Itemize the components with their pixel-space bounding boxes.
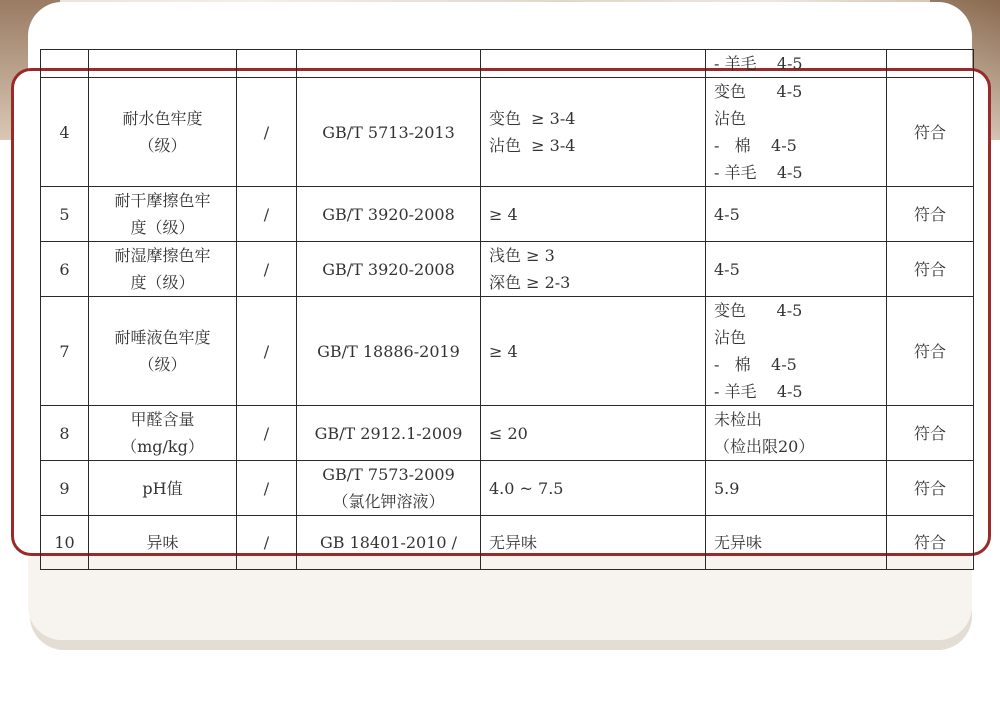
- cell-text: 5.9: [714, 478, 740, 498]
- cell-text: 沾色 ≥ 3-4: [489, 136, 576, 155]
- cell-text: 符合: [913, 533, 946, 552]
- table-row: [41, 242, 974, 297]
- requirement-cell: [481, 78, 706, 187]
- result-cell: - 羊毛 4-5: [706, 50, 887, 78]
- cell-text: 甲醛含量: [130, 410, 195, 429]
- unit-cell: [237, 406, 297, 461]
- result-cell: [706, 242, 887, 297]
- result-cell: [706, 461, 887, 516]
- cell-text: /: [263, 478, 270, 498]
- table-row: [41, 187, 974, 242]
- test-item-cell: [89, 406, 237, 461]
- cell-text: 耐水色牢度: [122, 109, 203, 128]
- requirement-cell: [481, 242, 706, 297]
- unit-cell: [237, 461, 297, 516]
- cell-text: 8: [59, 423, 70, 443]
- result-cell: [706, 187, 887, 242]
- cell-text: GB/T 18886-2019: [317, 341, 460, 361]
- cell-text: （检出限20）: [714, 437, 815, 456]
- verdict-cell: [887, 242, 974, 297]
- cell-text: 变色 4-5: [714, 301, 803, 320]
- cell-text: ≥ 4: [489, 204, 518, 224]
- cell-text: （级）: [138, 355, 187, 374]
- unit-cell: [237, 78, 297, 187]
- unit-cell: [237, 297, 297, 406]
- cell-text: 耐干摩擦色牢: [114, 191, 211, 210]
- row-number-cell: [41, 78, 89, 187]
- test-item-cell: [89, 297, 237, 406]
- cell-text: - 棉 4-5: [714, 136, 797, 155]
- verdict-cell: [887, 297, 974, 406]
- cell-text: 符合: [913, 423, 946, 443]
- requirement-cell: [481, 187, 706, 242]
- cell-text: 变色 ≥ 3-4: [489, 109, 576, 128]
- test-method-cell: [297, 187, 481, 242]
- cell-text: 未检出: [714, 410, 763, 429]
- cell-text: pH值: [142, 478, 183, 498]
- cell-text: 4-5: [714, 259, 740, 279]
- cell-text: ≤ 20: [489, 423, 528, 443]
- cell-text: /: [263, 259, 270, 279]
- cell-text: GB/T 5713-2013: [322, 122, 455, 142]
- cell-text: /: [263, 204, 270, 224]
- test-item-cell: [89, 187, 237, 242]
- cell-text: GB/T 7573-2009: [322, 465, 455, 484]
- cell-text: 6: [59, 259, 70, 279]
- table-row: [41, 297, 974, 406]
- cell-text: - 棉 4-5: [714, 355, 797, 374]
- verdict-cell: [887, 78, 974, 187]
- table-row-partial: [41, 50, 974, 78]
- cell-text: ≥ 4: [489, 341, 518, 361]
- cell-text: /: [263, 341, 270, 361]
- verdict-cell: [887, 187, 974, 242]
- cell-text: GB/T 3920-2008: [322, 204, 455, 224]
- cell-text: （级）: [138, 136, 187, 155]
- result-cell: [706, 78, 887, 187]
- cell-text: 4.0 ~ 7.5: [489, 478, 564, 498]
- cell-text: GB/T 2912.1-2009: [314, 423, 463, 443]
- cell-text: 沾色: [714, 328, 747, 347]
- cell-text: 度（级）: [130, 218, 195, 237]
- requirement-cell: [481, 297, 706, 406]
- result-cell: [706, 516, 887, 570]
- row-number-cell: [41, 461, 89, 516]
- verdict-cell: [887, 516, 974, 570]
- cell-text: （mg/kg）: [121, 437, 204, 456]
- cell-text: 无异味: [489, 533, 538, 552]
- table-row: [41, 406, 974, 461]
- cell-text: 浅色 ≥ 3: [489, 246, 555, 265]
- test-item-cell: [89, 516, 237, 570]
- cell-text: 耐唾液色牢度: [114, 328, 211, 347]
- table-frame: [11, 54, 991, 556]
- verdict-cell: [887, 461, 974, 516]
- cell-text: 符合: [913, 478, 946, 498]
- cell-text: - 羊毛 4-5: [714, 163, 803, 182]
- row-number-cell: [41, 242, 89, 297]
- cell-text: 10: [54, 533, 75, 552]
- cell-text: （氯化钾溶液）: [332, 492, 445, 511]
- table-row: [41, 461, 974, 516]
- test-method-cell: [297, 461, 481, 516]
- test-method-cell: [297, 78, 481, 187]
- cell-text: GB 18401-2010 /: [319, 533, 458, 552]
- table-row: [41, 516, 974, 570]
- verdict-cell: [887, 406, 974, 461]
- row-number-cell: [41, 516, 89, 570]
- row-number-cell: [41, 187, 89, 242]
- test-results-table: [40, 49, 974, 570]
- cell-text: /: [263, 122, 270, 142]
- result-cell: [706, 406, 887, 461]
- cell-text: - 羊毛 4-5: [714, 382, 803, 401]
- row-number-cell: [41, 406, 89, 461]
- test-item-cell: [89, 242, 237, 297]
- test-item-cell: [89, 461, 237, 516]
- cell-text: 深色 ≥ 2-3: [489, 273, 571, 292]
- result-cell: [706, 297, 887, 406]
- requirement-cell: [481, 406, 706, 461]
- unit-cell: [237, 516, 297, 570]
- cell-text: 异味: [146, 533, 179, 552]
- cell-text: 9: [59, 478, 70, 498]
- cell-text: 沾色: [714, 109, 747, 128]
- cell-text: 度（级）: [130, 273, 195, 292]
- cell-text: 符合: [913, 122, 946, 142]
- cell-text: /: [263, 533, 270, 552]
- unit-cell: [237, 187, 297, 242]
- cell-text: 符合: [913, 341, 946, 361]
- cell-text: GB/T 3920-2008: [322, 259, 455, 279]
- test-method-cell: [297, 242, 481, 297]
- cell-text: 无异味: [714, 533, 763, 552]
- cell-text: 5: [59, 204, 70, 224]
- requirement-cell: [481, 516, 706, 570]
- cell-text: /: [263, 423, 270, 443]
- cell-text: 符合: [913, 259, 946, 279]
- requirement-cell: [481, 461, 706, 516]
- test-method-cell: [297, 406, 481, 461]
- cell-text: 变色 4-5: [714, 82, 803, 101]
- test-item-cell: [89, 78, 237, 187]
- test-method-cell: [297, 516, 481, 570]
- cell-text: 符合: [913, 204, 946, 224]
- cell-text: 4-5: [714, 204, 740, 224]
- cell-text: 7: [59, 341, 70, 361]
- table-row: [41, 78, 974, 187]
- test-method-cell: [297, 297, 481, 406]
- unit-cell: [237, 242, 297, 297]
- cell-text: 4: [59, 122, 70, 142]
- row-number-cell: [41, 297, 89, 406]
- cell-text: 耐湿摩擦色牢: [114, 246, 211, 265]
